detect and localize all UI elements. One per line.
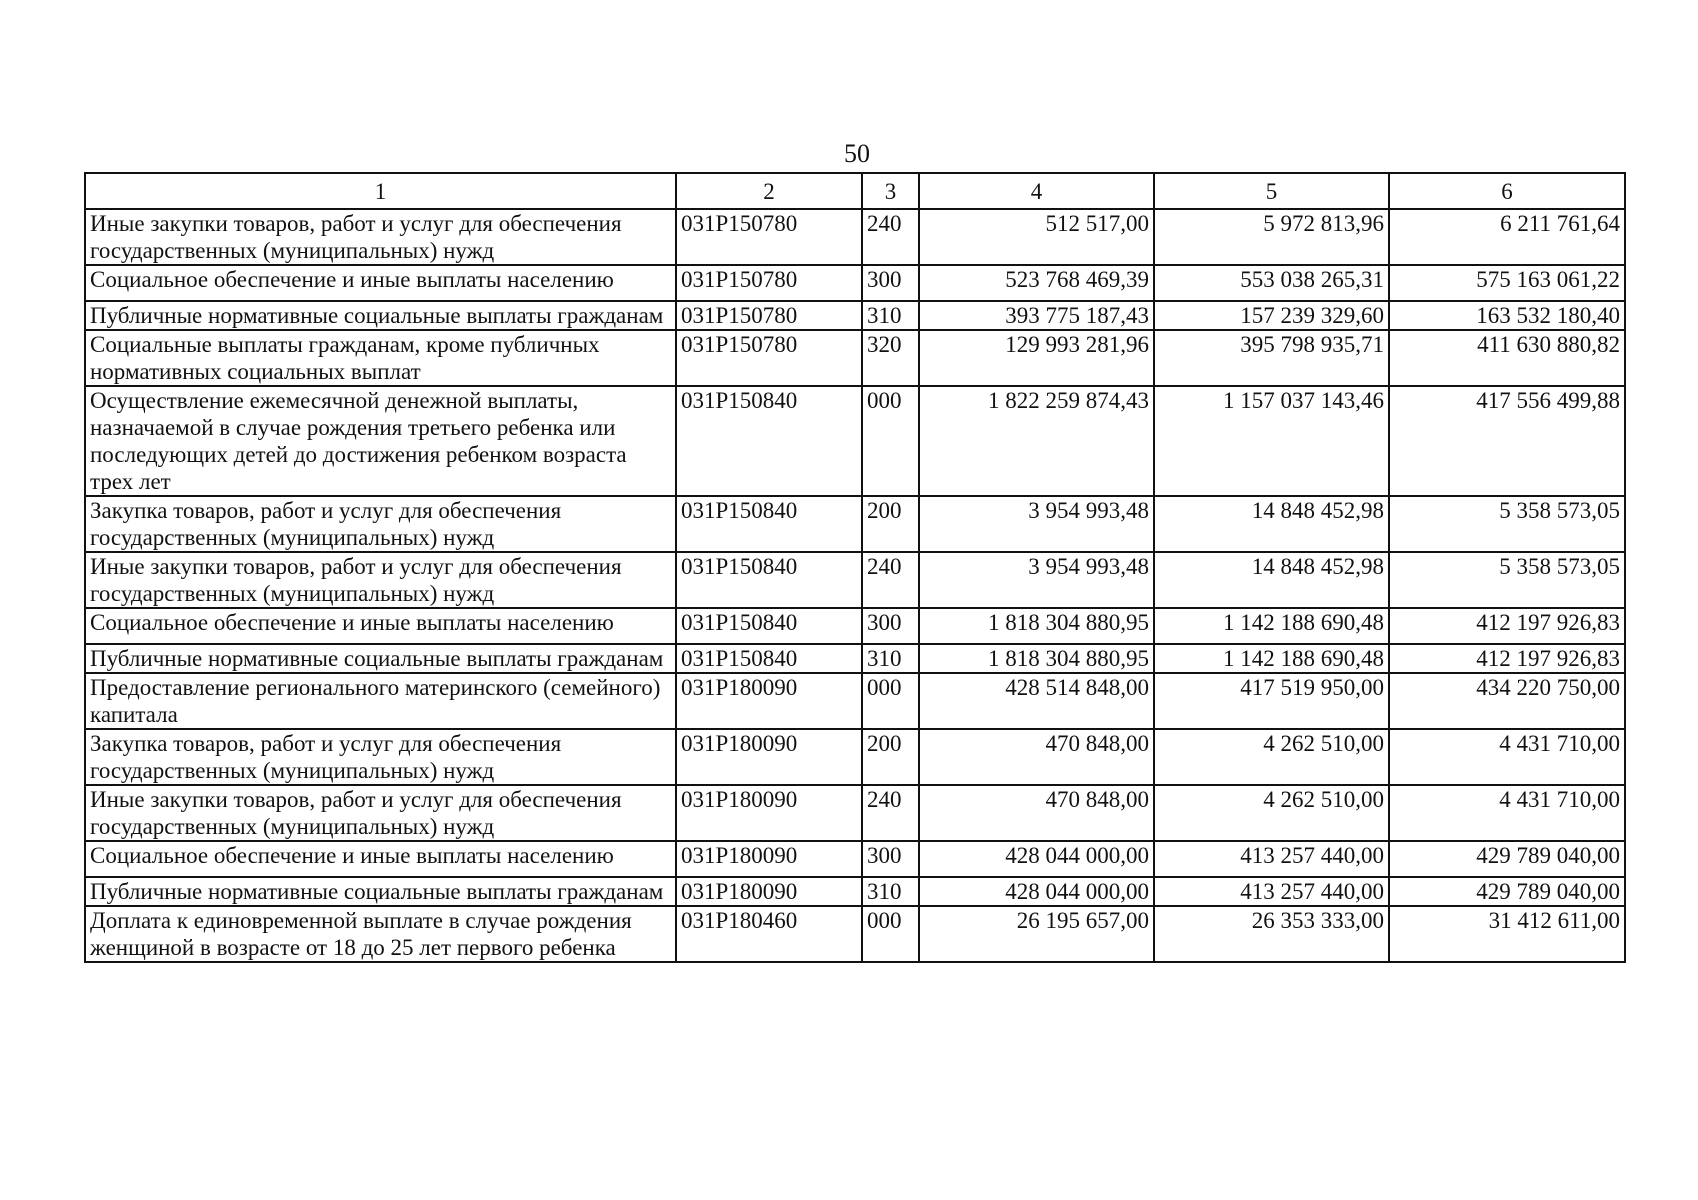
row-value-col4: 428 044 000,00 xyxy=(919,877,1154,906)
table-row xyxy=(85,729,1625,785)
row-type: 300 xyxy=(862,265,919,301)
row-code: 031P150780 xyxy=(676,209,862,265)
row-type: 300 xyxy=(862,841,919,877)
row-value-col4: 26 195 657,00 xyxy=(919,906,1154,962)
header-col-6: 6 xyxy=(1389,173,1625,209)
row-value-col5: 157 239 329,60 xyxy=(1154,301,1389,330)
row-value-col4: 428 514 848,00 xyxy=(919,673,1154,729)
row-value-col5: 413 257 440,00 xyxy=(1154,841,1389,877)
row-value-col4: 470 848,00 xyxy=(919,729,1154,785)
row-value-col4: 393 775 187,43 xyxy=(919,301,1154,330)
row-value-col6: 5 358 573,05 xyxy=(1389,552,1625,608)
row-code: 031P150840 xyxy=(676,644,862,673)
row-type: 200 xyxy=(862,496,919,552)
row-value-col4: 1 818 304 880,95 xyxy=(919,608,1154,644)
row-value-col4: 1 818 304 880,95 xyxy=(919,644,1154,673)
row-name: Иные закупки товаров, работ и услуг для обеспечения государственных (муниципальных) нужд xyxy=(85,552,676,608)
row-type: 000 xyxy=(862,906,919,962)
row-value-col5: 553 038 265,31 xyxy=(1154,265,1389,301)
table-row xyxy=(85,608,1625,644)
row-value-col4: 470 848,00 xyxy=(919,785,1154,841)
row-code: 031P150780 xyxy=(676,330,862,386)
row-value-col5: 395 798 935,71 xyxy=(1154,330,1389,386)
table-row xyxy=(85,673,1625,729)
row-value-col6: 429 789 040,00 xyxy=(1389,841,1625,877)
header-col-4: 4 xyxy=(919,173,1154,209)
row-name: Доплата к единовременной выплате в случае рождения женщиной в возрасте от 18 до 25 лет первого ребенка xyxy=(85,906,676,962)
row-type: 320 xyxy=(862,330,919,386)
table-row xyxy=(85,209,1625,265)
table-row xyxy=(85,906,1625,962)
row-value-col6: 412 197 926,83 xyxy=(1389,608,1625,644)
row-name: Иные закупки товаров, работ и услуг для обеспечения государственных (муниципальных) нужд xyxy=(85,785,676,841)
header-col-1: 1 xyxy=(85,173,676,209)
table-row xyxy=(85,265,1625,301)
row-type: 000 xyxy=(862,673,919,729)
row-type: 300 xyxy=(862,608,919,644)
row-value-col5: 14 848 452,98 xyxy=(1154,552,1389,608)
budget-table xyxy=(84,172,1626,963)
row-name: Публичные нормативные социальные выплаты гражданам xyxy=(85,877,676,906)
row-value-col6: 434 220 750,00 xyxy=(1389,673,1625,729)
header-col-3: 3 xyxy=(862,173,919,209)
row-code: 031P180460 xyxy=(676,906,862,962)
row-code: 031P150840 xyxy=(676,496,862,552)
row-code: 031P180090 xyxy=(676,877,862,906)
row-code: 031P150840 xyxy=(676,386,862,496)
row-code: 031P150840 xyxy=(676,608,862,644)
row-value-col5: 1 142 188 690,48 xyxy=(1154,644,1389,673)
row-type: 310 xyxy=(862,877,919,906)
row-value-col5: 26 353 333,00 xyxy=(1154,906,1389,962)
row-value-col6: 412 197 926,83 xyxy=(1389,644,1625,673)
row-value-col5: 4 262 510,00 xyxy=(1154,729,1389,785)
row-name: Публичные нормативные социальные выплаты гражданам xyxy=(85,301,676,330)
row-value-col6: 5 358 573,05 xyxy=(1389,496,1625,552)
row-name: Публичные нормативные социальные выплаты гражданам xyxy=(85,644,676,673)
row-name: Предоставление регионального материнского (семейного) капитала xyxy=(85,673,676,729)
row-name: Социальное обеспечение и иные выплаты населению xyxy=(85,265,676,301)
row-type: 000 xyxy=(862,386,919,496)
row-value-col4: 523 768 469,39 xyxy=(919,265,1154,301)
row-value-col5: 5 972 813,96 xyxy=(1154,209,1389,265)
row-name: Закупка товаров, работ и услуг для обеспечения государственных (муниципальных) нужд xyxy=(85,729,676,785)
table-row xyxy=(85,496,1625,552)
table-row xyxy=(85,301,1625,330)
row-name: Иные закупки товаров, работ и услуг для обеспечения государственных (муниципальных) нужд xyxy=(85,209,676,265)
row-code: 031P150780 xyxy=(676,265,862,301)
table-row xyxy=(85,386,1625,496)
row-value-col5: 413 257 440,00 xyxy=(1154,877,1389,906)
row-code: 031P150780 xyxy=(676,301,862,330)
row-value-col5: 14 848 452,98 xyxy=(1154,496,1389,552)
row-value-col4: 129 993 281,96 xyxy=(919,330,1154,386)
row-code: 031P180090 xyxy=(676,785,862,841)
row-value-col5: 417 519 950,00 xyxy=(1154,673,1389,729)
table-row xyxy=(85,644,1625,673)
table-row xyxy=(85,552,1625,608)
header-col-5: 5 xyxy=(1154,173,1389,209)
row-value-col6: 31 412 611,00 xyxy=(1389,906,1625,962)
page-number: 50 xyxy=(844,139,870,168)
row-type: 240 xyxy=(862,209,919,265)
row-value-col4: 428 044 000,00 xyxy=(919,841,1154,877)
table-row xyxy=(85,785,1625,841)
table-row xyxy=(85,841,1625,877)
row-value-col4: 3 954 993,48 xyxy=(919,496,1154,552)
row-value-col6: 575 163 061,22 xyxy=(1389,265,1625,301)
row-value-col6: 4 431 710,00 xyxy=(1389,729,1625,785)
row-type: 310 xyxy=(862,301,919,330)
row-value-col6: 6 211 761,64 xyxy=(1389,209,1625,265)
row-value-col4: 1 822 259 874,43 xyxy=(919,386,1154,496)
row-value-col4: 3 954 993,48 xyxy=(919,552,1154,608)
row-type: 240 xyxy=(862,552,919,608)
row-value-col5: 1 157 037 143,46 xyxy=(1154,386,1389,496)
row-value-col6: 411 630 880,82 xyxy=(1389,330,1625,386)
row-name: Закупка товаров, работ и услуг для обеспечения государственных (муниципальных) нужд xyxy=(85,496,676,552)
row-code: 031P150840 xyxy=(676,552,862,608)
table-row xyxy=(85,330,1625,386)
row-type: 240 xyxy=(862,785,919,841)
row-value-col5: 4 262 510,00 xyxy=(1154,785,1389,841)
row-value-col5: 1 142 188 690,48 xyxy=(1154,608,1389,644)
row-value-col6: 417 556 499,88 xyxy=(1389,386,1625,496)
row-value-col6: 4 431 710,00 xyxy=(1389,785,1625,841)
row-value-col4: 512 517,00 xyxy=(919,209,1154,265)
row-code: 031P180090 xyxy=(676,673,862,729)
row-type: 200 xyxy=(862,729,919,785)
row-type: 310 xyxy=(862,644,919,673)
row-name: Социальные выплаты гражданам, кроме публичных нормативных социальных выплат xyxy=(85,330,676,386)
row-name: Осуществление ежемесячной денежной выплаты, назначаемой в случае рождения третьего ребенка или последующих детей до достижения ребенком возраста трех лет xyxy=(85,386,676,496)
row-value-col6: 163 532 180,40 xyxy=(1389,301,1625,330)
row-code: 031P180090 xyxy=(676,729,862,785)
row-value-col6: 429 789 040,00 xyxy=(1389,877,1625,906)
table-row xyxy=(85,877,1625,906)
row-code: 031P180090 xyxy=(676,841,862,877)
row-name: Социальное обеспечение и иные выплаты населению xyxy=(85,608,676,644)
header-col-2: 2 xyxy=(676,173,862,209)
row-name: Социальное обеспечение и иные выплаты населению xyxy=(85,841,676,877)
header-row xyxy=(85,173,1625,209)
